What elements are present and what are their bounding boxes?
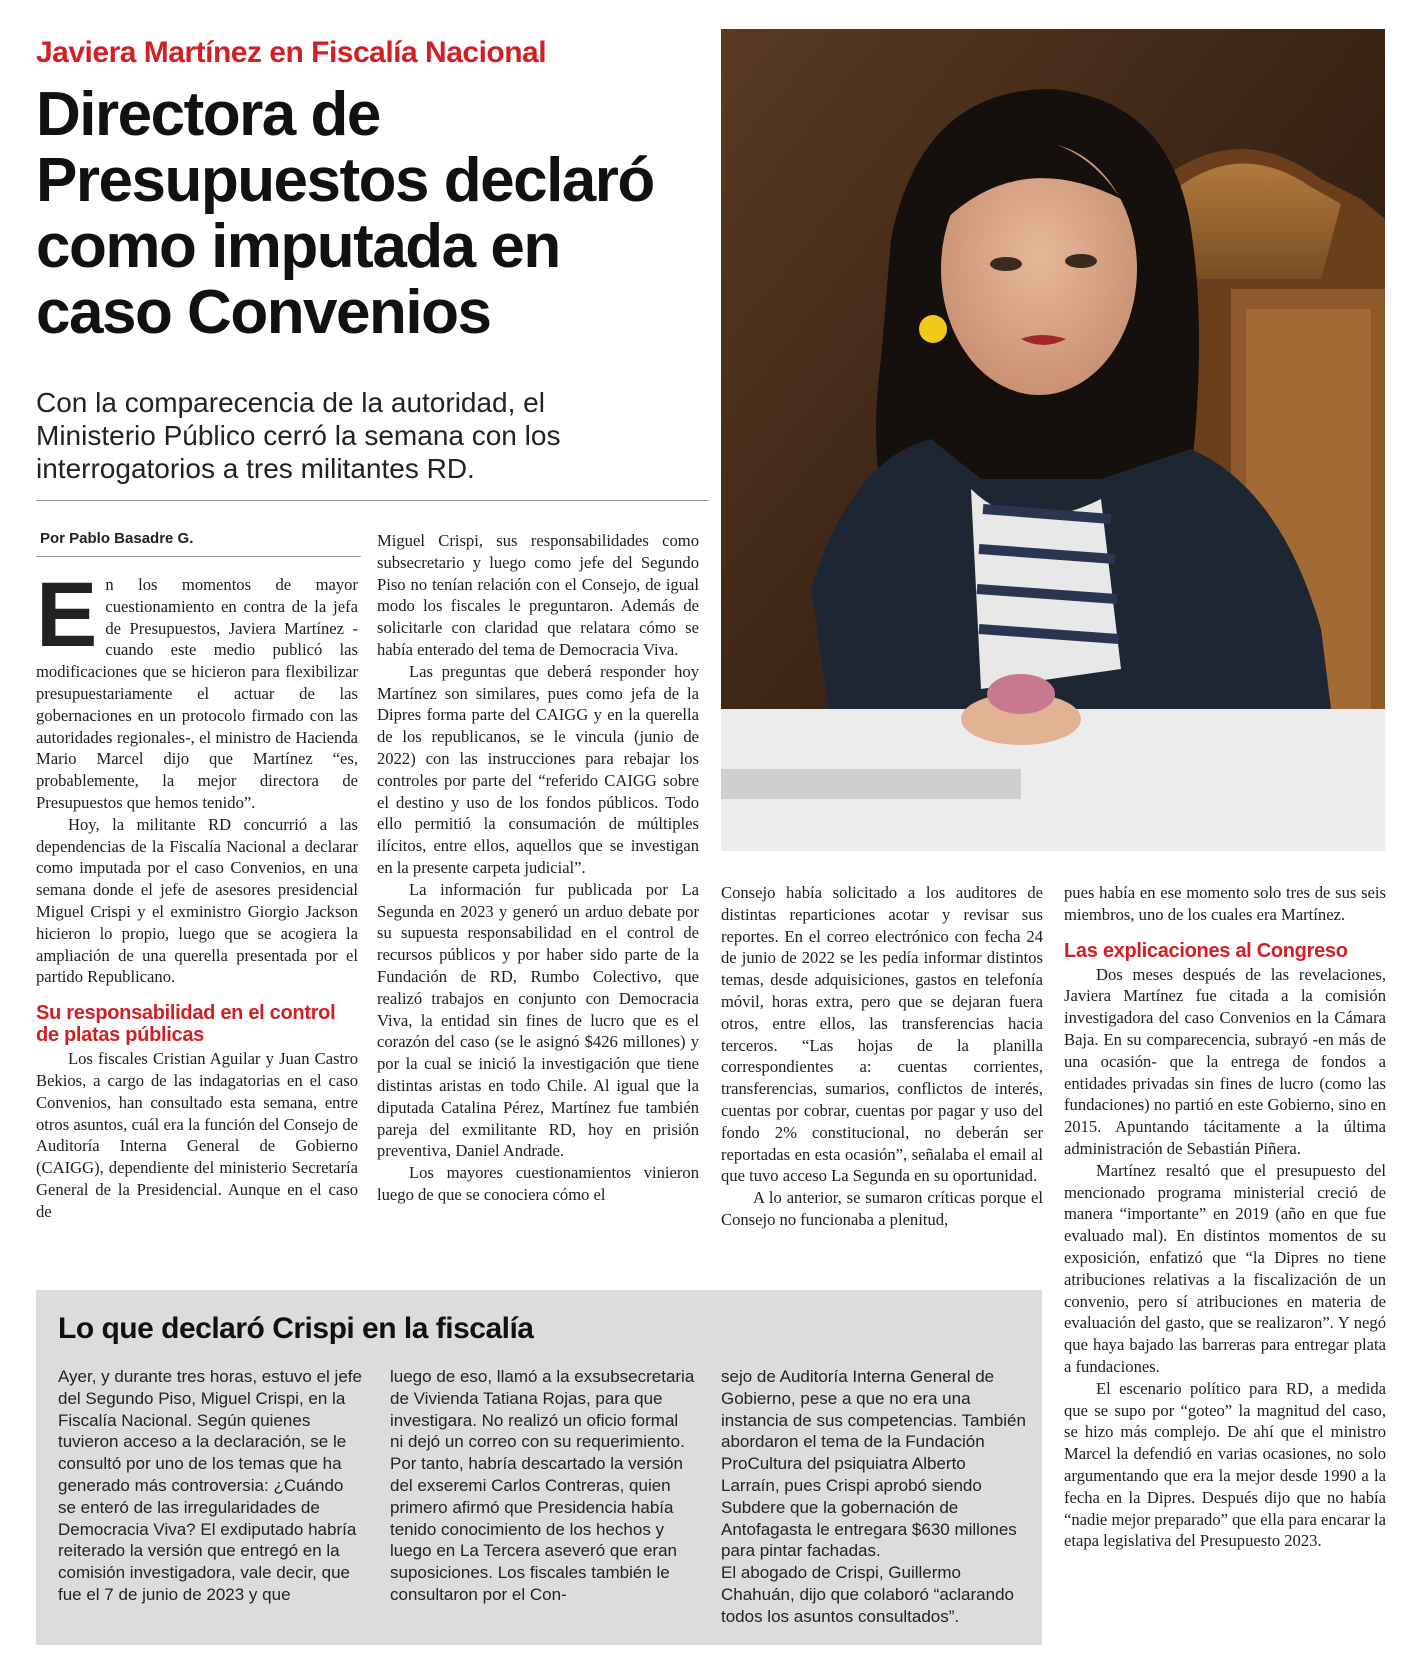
deck-line: interrogatorios a tres militantes RD. [36,453,475,484]
article-paragraph: El escenario político para RD, a medida que se supo por “goteo” la magnitud del caso, se hizo más complejo. De ahí que el ministro Marcel la defendió en varias ocasiones, no solo argumentando que era la mejor desde 1990 a la fecha en la Dipres. Después dijo que no había “nadie mejor preparado” que ella para encarar la etapa legislativa del Presupuesto 2023. [1064,1378,1386,1551]
byline-divider [36,556,361,557]
byline: Por Pablo Basadre G. [40,530,194,547]
section-subhead: Las explicaciones al Congreso [1064,939,1348,962]
article-paragraph: A lo anterior, se sumaron críticas porque el Consejo no funcionaba a plenitud, [721,1188,1043,1229]
deck-divider [36,500,709,501]
section-subhead: Su responsabilidad en el control de platas públicas [36,1002,336,1047]
article-column-1 [36,574,358,1274]
article-kicker: Javiera Martínez en Fiscalía Nacional [36,36,547,69]
article-column-2 [377,530,699,1272]
article-paragraph: La información fur publicada por La Segunda en 2023 y generó un arduo debate por su supuesta responsabilidad en el control de recursos públicos y por haber sido parte de la Fundación de RD, Rumbo Colectivo, que realizó trabajos en conjunto con Democracia Viva, la entidad sin fines de lucro que es el corazón del caso (se le asignó $426 millones) y por la cual se inició la investigación que tiene distintas aristas en todo Chile. Al igual que la diputada Catalina Pérez, Martínez fue también pareja del exmilitante RD, hoy en prisión preventiva, Daniel Andrade. [377,879,699,1161]
article-headline [36,82,696,346]
article-paragraph: Dos meses después de las revelaciones, Javiera Martínez fue citada a la comisión investigadora del caso Convenios en la Cámara Baja. En su comparecencia, subrayó -en más de una ocasión- que la entrega de fondos a entidades privadas sin fines de lucro (como las fundaciones) no partió en este Gobierno, sino en 2015. Apuntando tácitamente a la última administración de Sebastián Piñera. [1064,964,1386,1158]
headline-line: como imputada en [36,212,560,281]
sidebar-column-1: Ayer, y durante tres horas, estuvo el jefe del Segundo Piso, Miguel Crispi, en la Fiscalía Nacional. Según quienes tuvieron acceso a la declaración, se le consultó por uno de los temas que ha generado más controversia: ¿Cuándo se enteró de las irregularidades de Democracia Viva? El exdiputado habría reiterado la versión que entregó en la comisión investigadora, vale decir, que fue el 7 de junio de 2023 y que [58,1367,362,1604]
article-deck [36,386,716,485]
article-paragraph [36,574,358,814]
drop-cap: E [36,574,98,666]
article-paragraph: Consejo había solicitado a los auditores de distintas reparticiones acotar y revisar sus reportes. En el correo electrónico con fecha 24 de junio de 2022 se les pedía informar distintos temas, desde adquisiciones, gastos en telefonía móvil, horas extra, pero que se dejaran fuera otros, entre ellos, las transferencias hacia terceros. “Las hojas de la planilla correspondientes a: cuentas corrientes, transferencias, sumarios, conflictos de interés, cuentas por cobrar, cuentas por pagar y uso del fondo 2% constitucional, no deberán ser reportadas en esta ocasión”, señalaba el email al que tuvo acceso La Segunda en su oportunidad. [721,883,1043,1186]
article-paragraph: Los mayores cuestionamientos vinieron luego de que se conociera cómo el [377,1163,699,1204]
article-paragraph: Los fiscales Cristian Aguilar y Juan Castro Bekios, a cargo de las indagatorias en el caso Convenios, han consultado esta semana, entre otros asuntos, cuál era la función del Consejo de Auditoría Interna General de Gobierno (CAIGG), dependiente del ministerio Secretaría General de la Presidencial. Aunque en el caso de [36,1049,358,1221]
article-paragraph: pues había en ese momento solo tres de sus seis miembros, uno de los cuales era Martínez. [1064,883,1386,924]
deck-line: Ministerio Público cerró la semana con los [36,420,561,451]
article-paragraph: Hoy, la militante RD concurrió a las dependencias de la Fiscalía Nacional a declarar como imputada por el caso Convenios, en una semana donde el jefe de asesores presidencial Miguel Crispi y el exministro Giorgio Jackson hicieron lo propio, luego que se acogiera la ampliación de una querella presentada por el partido Republicano. [36,814,358,987]
sidebar-column-2: luego de eso, llamó a la exsubsecretaria de Vivienda Tatiana Rojas, para que investigara. No realizó un oficio formal ni dejó un correo con su requerimiento. Por tanto, habría descartado la versión del exseremi Carlos Contreras, quien primero afirmó que Presidencia había tenido conocimiento de los hechos y luego en La Tercera aseveró que eran suposiciones. Los fiscales también le consultaron por el Con- [390,1367,695,1604]
paragraph-text: n los momentos de mayor cuestionamiento en contra de la jefa de Presupuestos, Javiera Martínez -cuando este medio publicó las modificaciones que se hicieron para flexibilizar presupuestariamente el actuar de las gobernaciones en un protocolo firmado con las autoridades regionales-, el ministro de Hacienda Mario Marcel dijo que Martínez “es, probablemente, la mejor directora de Presupuestos que hemos tenido”. [36,575,358,812]
deck-line: Con la comparecencia de la autoridad, el [36,387,545,418]
sidebar-paragraph: sejo de Auditoría Interna General de Gobierno, pese a que no era una instancia de sus competencias. También abordaron el tema de la Fundación ProCultura del psiquiatra Alberto Larraín, pues Crispi aprobó siendo Subdere que la gobernación de Antofagasta le entregara $630 millones para pintar fachadas. [721,1367,1026,1561]
sidebar-column-3 [721,1366,1026,1628]
portrait-illustration [721,29,1385,851]
sidebar-paragraph: El abogado de Crispi, Guillermo Chahuán, dijo que colaboró “aclarando todos los asuntos consultados”. [721,1563,1014,1626]
headline-line: Presupuestos declaró [36,146,654,215]
article-column-4 [1064,882,1386,1650]
article-photo [721,29,1385,851]
article-paragraph: Miguel Crispi, sus responsabilidades como subsecretario y luego como jefe del Segundo Piso no tenían relación con el Consejo, de igual modo los fiscales le preguntaron. Además de solicitarle con claridad que relatara cómo se había enterado del tema de Democracia Viva. [377,531,699,659]
headline-line: Directora de [36,80,380,149]
sidebar-title: Lo que declaró Crispi en la fiscalía [58,1312,534,1345]
article-paragraph: Las preguntas que deberá responder hoy Martínez son similares, pues como jefa de la Dipres forma parte del CAIGG y en la querella de los republicanos, se le vincula (junio de 2022) con las instrucciones para rebajar los controles por parte del “referido CAIGG sobre el destino y uso de los fondos públicos. Todo ello permitió la consumación de múltiples ilícitos, entre ellos, aquellos que se investigan en la presente carpeta judicial”. [377,661,699,877]
article-column-3 [721,882,1043,1274]
article-paragraph: Martínez resaltó que el presupuesto del mencionado programa ministerial creció de manera “importante” en 2019 (año en que fue evaluado mal). En distintos momentos de su exposición, enfatizó que “la Dipres no tiene atribuciones relativas a la fiscalización de un convenio, pero sí atribuciones en materia de evaluación del gasto, que se realizaron”. Y negó que haya bajado las barreras para entregar plata a fundaciones. [1064,1160,1386,1376]
sidebar-box [36,1290,1042,1645]
headline-line: caso Convenios [36,278,491,347]
